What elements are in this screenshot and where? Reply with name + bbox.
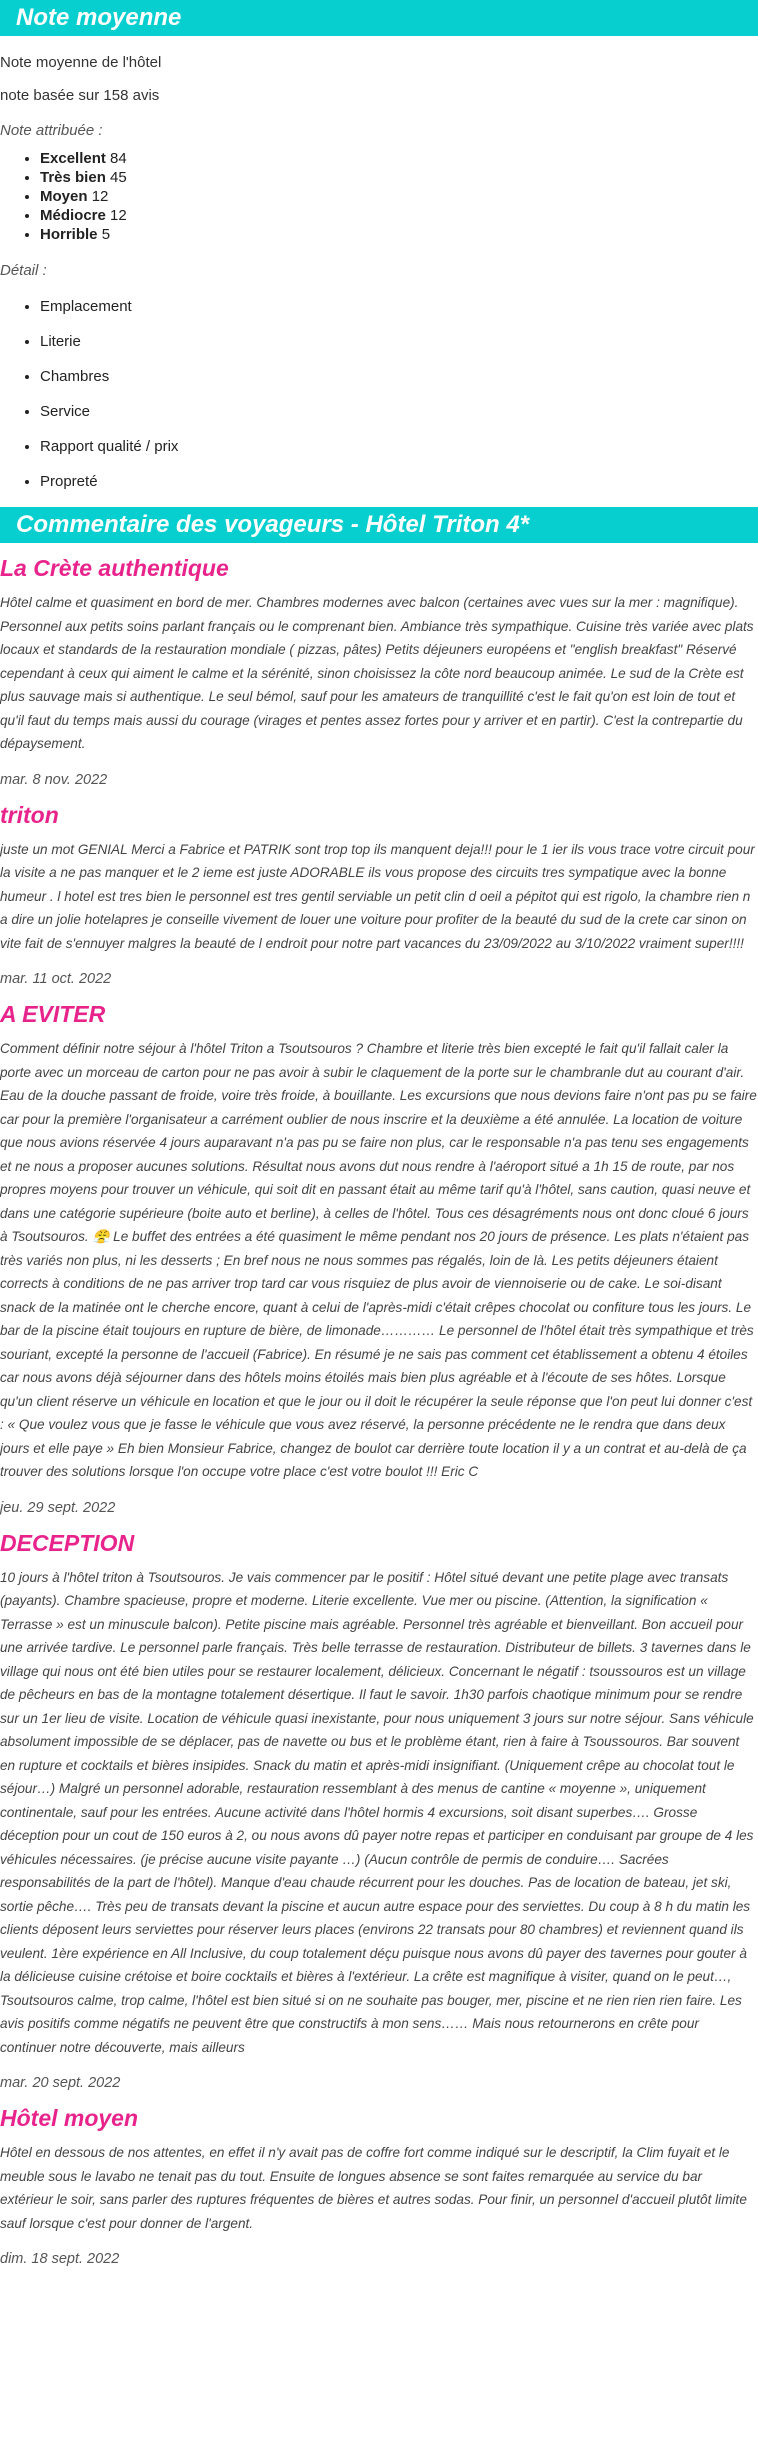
rating-level-horrible <box>40 225 758 244</box>
review-date: mar. 11 oct. 2022 <box>0 971 112 987</box>
review-body: Comment définir notre séjour à l'hôtel Triton a Tsoutsouros ? Chambre et literie très bien excepté le fait qu'il fallait caler la porte avec un morceau de carton pour ne pas avoir à subir le claquement de la porte sur le chambranle dut au courant d'air. Eau de la douche passant de froide, voire très froide, à bouillante. Les excursions que nous devions faire n'ont pas pu se faire car pour la première l'organisateur a carrément oublier de nous inscrire et la deuxième a été annulée. La location de voiture que nous avions réservée 4 jours auparavant n'a pas pu se faire non plus, car le responsable n'a pas tenu ses engagements et ne nous a proposer aucunes solutions. Résultat nous avons dut nous rendre à l'aéroport situé a 1h 15 de route, par nos propres moyens pour trouver un véhicule, qui soit dit en passant était au même tarif qu'à l'hôtel, sans caution, quasi neuve et dans une catégorie supérieure (boite auto et berline), à celles de l'hôtel. Tous ces désagréments nous ont donc cloué 6 jours à Tsoutsouros. 😤 Le buffet des entrées a été quasiment le même pendant nos 20 jours de présence. Les plats n'étaient pas très variés non plus, ni les desserts ; En bref nous ne nous sommes pas régalés, loin de là. Les petits déjeuners étaient corrects à conditions de ne pas arriver trop tard car vous risquiez de plus avoir de viennoiserie ou de cake. Le soi-disant snack de la matinée ont le cherche encore, quant à celui de l'après-midi c'était crêpes chocolat ou confiture tous les jours. Le bar de la piscine était toujours en rupture de bière, de limonade………… Le personnel de l'hôtel était très sympathique et très souriant, excepté la personne de l'accueil (Fabrice). En résumé je ne sais pas comment cet établissement a obtenu 4 étoiles car nous avons déjà séjourner dans des hôtels moins étoilés mais bien plus agréable et à l'écoute de ses hôtes. Lorsque qu'un client réserve un véhicule en location et que le jour ou il doit le récupérer la seule réponse que l'on peut lui donner c'est : « Que voulez vous que je fasse le véhicule que vous avez réservé, la personne précédente ne le rendra que dans deux jours et elle paye » Eh bien Monsieur Fabrice, changez de boulot car derrière toute location il y a un contrat et au-delà de ça trouver des solutions lorsque l'on occupe votre place c'est votre boulot !!! Eric C <box>0 1041 757 1479</box>
review-count: note basée sur 158 avis <box>0 87 160 104</box>
rating-level-excellent <box>40 149 758 168</box>
rating-level-moyen <box>40 187 758 206</box>
hotel-average-label: Note moyenne de l'hôtel <box>0 54 162 71</box>
review-body: juste un mot GENIAL Merci a Fabrice et PATRIK sont trop top ils manquent deja!!! pour le 1 ier ils vous trace votre circuit pour la visite a ne pas manquer et le 2 ieme est juste ADORABLE ils vous propose des circuits tres sympatique avec la bonne humeur . l hotel est tres bien le personnel est tres gentil serviable un petit clin d oeil a pépitot qui est rigolo, la chambre rien n a dire un jolie hotelapres je conseille vivement de louer une voiture pour profiter de la beauté du sud de la crete car sinon on vite fait de s'ennuyer malgres la beauté de l endroit pour notre part vacances du 23/09/2022 au 3/10/2022 vraiment super!!!! <box>0 841 755 951</box>
level-label: Moyen <box>40 188 88 205</box>
review-date: dim. 18 sept. 2022 <box>0 2251 120 2267</box>
review-title: La Crète authentique <box>0 555 229 581</box>
detail-label: Détail : <box>0 262 47 279</box>
rating-level-mediocre <box>40 206 758 225</box>
review-date: mar. 8 nov. 2022 <box>0 771 108 788</box>
review-item <box>0 2093 758 2269</box>
detail-item: • Literie <box>40 324 758 359</box>
review-date: mar. 20 sept. 2022 <box>0 2075 121 2091</box>
detail-item: • Emplacement <box>40 289 758 324</box>
level-count: 45 <box>110 169 127 186</box>
reviews-list <box>0 543 758 2269</box>
rating-section <box>0 0 758 499</box>
review-title: A EVITER <box>0 1001 106 1027</box>
level-label: Médiocre <box>40 207 106 224</box>
review-body: Hôtel calme et quasiment en bord de mer. Chambres modernes avec balcon (certaines avec vues sur la mer : magnifique). Personnel aux petits soins parlant français ou le comprenant bien. Ambiance très sympathique. Cuisine très variée avec plats locaux et standards de la restauration mondiale ( pizzas, pâtes) Petits déjeuners européens et "english breakfast" Réservé cependant à ceux qui aiment le calme et la sérénité, sinon choisissez la côte nord beaucoup animée. Le sud de la Crète est plus sauvage mais si authentique. Le seul bémol, sauf pour les amateurs de tranquillité c'est le fait qu'on est loin de tout et qu'il faut du temps mais aussi du courage (virages et pentes assez fortes pour y arriver et en partir). C'est la contrepartie du dépaysement. <box>0 595 754 751</box>
level-count: 12 <box>91 188 109 205</box>
detail-item: • Rapport qualité / prix <box>40 429 758 464</box>
rating-details <box>0 289 758 499</box>
attributed-label: Note attribuée : <box>0 122 103 139</box>
level-count: 12 <box>110 207 127 224</box>
review-body: Hôtel en dessous de nos attentes, en effet il n'y avait pas de coffre fort comme indiqué sur le descriptif, la Clim fuyait et le meuble sous le lavabo ne tenait pas du tout. Ensuite de longues absence se sont faites remarquée au service du bar extérieur le soir, sans parler des ruptures fréquentes de bières et autres sodas. Pour finir, un personnel d'accueil plutôt limite sauf lorsque c'est pour donner de l'argent. <box>0 2145 747 2231</box>
rating-level-tres-bien <box>40 168 758 187</box>
level-count: 5 <box>101 226 111 243</box>
level-label: Excellent <box>40 150 106 167</box>
review-date: jeu. 29 sept. 2022 <box>0 1499 116 1516</box>
rating-levels <box>0 149 758 244</box>
reviews-heading: Commentaire des voyageurs - Hôtel Triton 4* <box>0 507 758 543</box>
review-item <box>0 989 758 1518</box>
level-label: Très bien <box>40 169 106 186</box>
detail-item: • Service <box>40 394 758 429</box>
detail-item: • Propreté <box>40 464 758 499</box>
detail-item: • Chambres <box>40 359 758 394</box>
review-title: triton <box>0 801 59 828</box>
review-item <box>0 543 758 790</box>
review-item <box>0 790 758 990</box>
review-title: Hôtel moyen <box>0 2105 139 2131</box>
review-item <box>0 1518 758 2094</box>
review-title: DECEPTION <box>0 1529 135 1556</box>
level-count: 84 <box>110 150 127 167</box>
rating-heading: Note moyenne <box>0 0 758 36</box>
review-body: 10 jours à l'hôtel triton à Tsoutsouros. Je vais commencer par le positif : Hôtel situé devant une petite plage avec transats (payants). Chambre spacieuse, propre et moderne. Literie excellente. Vue mer ou piscine. (Attention, la signification « Terrasse » est un minuscule balcon). Petite piscine mais agréable. Personnel très agréable et bienveillant. Bon accueil pour une arrivée tardive. Le personnel parle français. Très belle terrasse de restauration. Distributeur de billets. 3 tavernes dans le village qui nous ont été bien utiles pour se restaurer localement, délicieux. Concernant le négatif : tsoussouros est un village de pêcheurs en bas de la montagne totalement désertique. Il faut le savoir. 1h30 parfois chaotique minimum pour se rendre sur un 1er lieu de visite. Location de véhicule quasi inexistante, pour nous uniquement 3 jours sur notre séjour. Sans véhicule absolument impossible de se déplacer, pas de navette ou bus et le problème étant, rien à faire à Tsoussouros. Bar souvent en rupture et cocktails et bières insipides. Snack du matin et après-midi insignifiant. (Uniquement crêpe au chocolat tout le séjour…) Malgré un personnel adorable, restauration ressemblant à des menus de cantine « moyenne », uniquement continentale, sauf pour les entrées. Aucune activité dans l'hôtel hormis 4 excursions, soit disant superbes…. Grosse déception pour un cout de 150 euros à 2, ou nous avons dû payer notre repas et participer en conduisant par groupe de 4 les véhicules nécessaires. (je précise aucune visite payante …) (Aucun contrôle de permis de conduire…. Sacrées responsabilités de la part de l'hôtel). Manque d'eau chaude récurrent pour les douches. Pas de location de bateau, jet ski, sortie pêche…. Très peu de transats devant la piscine et aucun autre espace pour des serviettes. Du coup à 8 h du matin les clients déposent leurs serviettes pour réserver leurs places (environs 22 transats pour 80 chambres) et reviennent quand ils veulent. 1ère expérience en All Inclusive, du coup totalement déçu puisque nous avons dû payer des tavernes pour gouter à la délicieuse cuisine crétoise et boire cocktails et bières à l'extérieur. La crête est magnifique à visiter, quand on le peut…, Tsoutsouros calme, trop calme, l'hôtel est bien situé si on ne souhaite pas bouger, mer, piscine et ne rien rien rien faire. Les avis positifs comme négatifs ne peuvent être que constructifs à mon sens…… Mais nous retournerons en crête pour continuer notre découverte, mais ailleurs <box>0 1569 754 2055</box>
level-label: Horrible <box>40 226 98 243</box>
